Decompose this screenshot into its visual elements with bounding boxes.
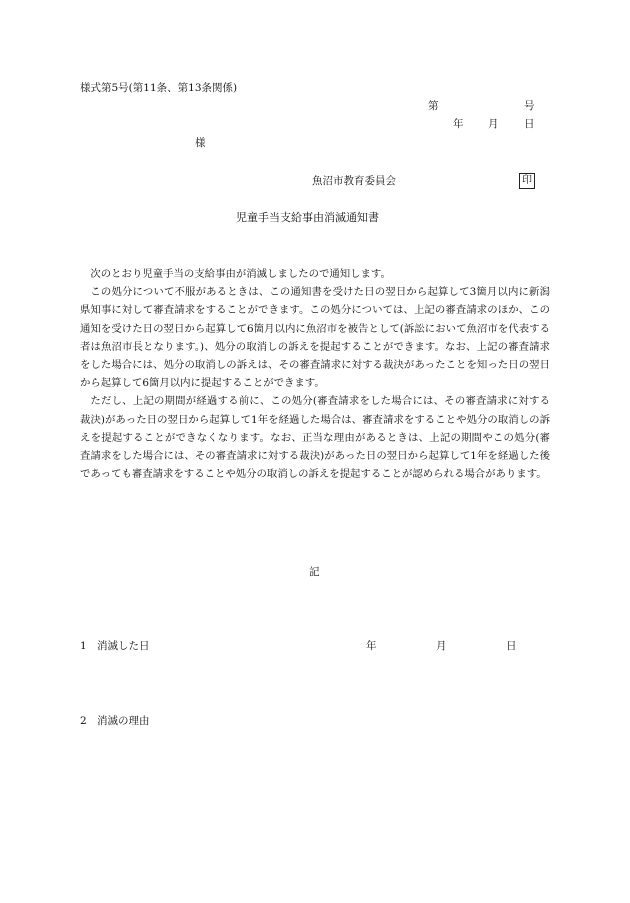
extinction-date-year: 年: [366, 640, 377, 652]
issue-date-month: 月: [488, 118, 499, 130]
addressee-honorific: 様: [195, 137, 206, 149]
form-number-label: 様式第5号(第11条、第13条関係): [80, 82, 238, 94]
item-number: 2: [80, 715, 87, 727]
extinction-date-day: 日: [506, 640, 517, 652]
ki-heading: 記: [309, 566, 320, 578]
issue-date-year: 年: [453, 118, 464, 130]
issuer-name: 魚沼市教育委員会: [312, 175, 396, 187]
notice-body: [80, 265, 550, 483]
seal-stamp: 印: [519, 173, 535, 189]
extinction-date-month: 月: [436, 640, 447, 652]
item-number: 1: [80, 640, 87, 652]
item-label-extinction-date: 消滅した日: [97, 640, 150, 652]
notice-paragraph-limitation: ただし、上記の期間が経過する前に、この処分(審査請求をした場合には、その審査請求に対する裁決)があった日の翌日から起算して1年を経過した場合は、審査請求をすることや処分の取消しの訴えを提起することができなくなります。なお、正当な理由があるときは、上記の期間やこの処分(審査請求をした場合には、その審査請求に対する裁決)があった日の翌日から起算して1年を経過した後であっても審査請求をすることや処分の取消しの訴えを提起することが認められる場合があります。: [80, 395, 550, 481]
issue-date-day: 日: [524, 118, 535, 130]
document-title: 児童手当支給事由消滅通知書: [236, 211, 379, 224]
document-number-suffix: 号: [524, 100, 535, 112]
item-label-extinction-reason: 消滅の理由: [97, 715, 150, 727]
notice-paragraph-appeal: この処分について不服があるときは、この通知書を受けた日の翌日から起算して3箇月以内に新潟県知事に対して審査請求をすることができます。この処分については、上記の審査請求のほか、この通知を受けた日の翌日から起算して6箇月以内に魚沼市を被告として(訴訟において魚沼市を代表する者は魚沼市長となります。)、処分の取消しの訴えを提起することができます。なお、上記の審査請求をした場合には、処分の取消しの訴えは、その審査請求に対する裁決があったことを知った日の翌日から起算して6箇月以内に提起することができます。: [80, 286, 550, 390]
document-number-prefix: 第: [428, 100, 439, 112]
notice-paragraph-intro: 次のとおり児童手当の支給事由が消滅しましたので通知します。: [90, 268, 391, 280]
